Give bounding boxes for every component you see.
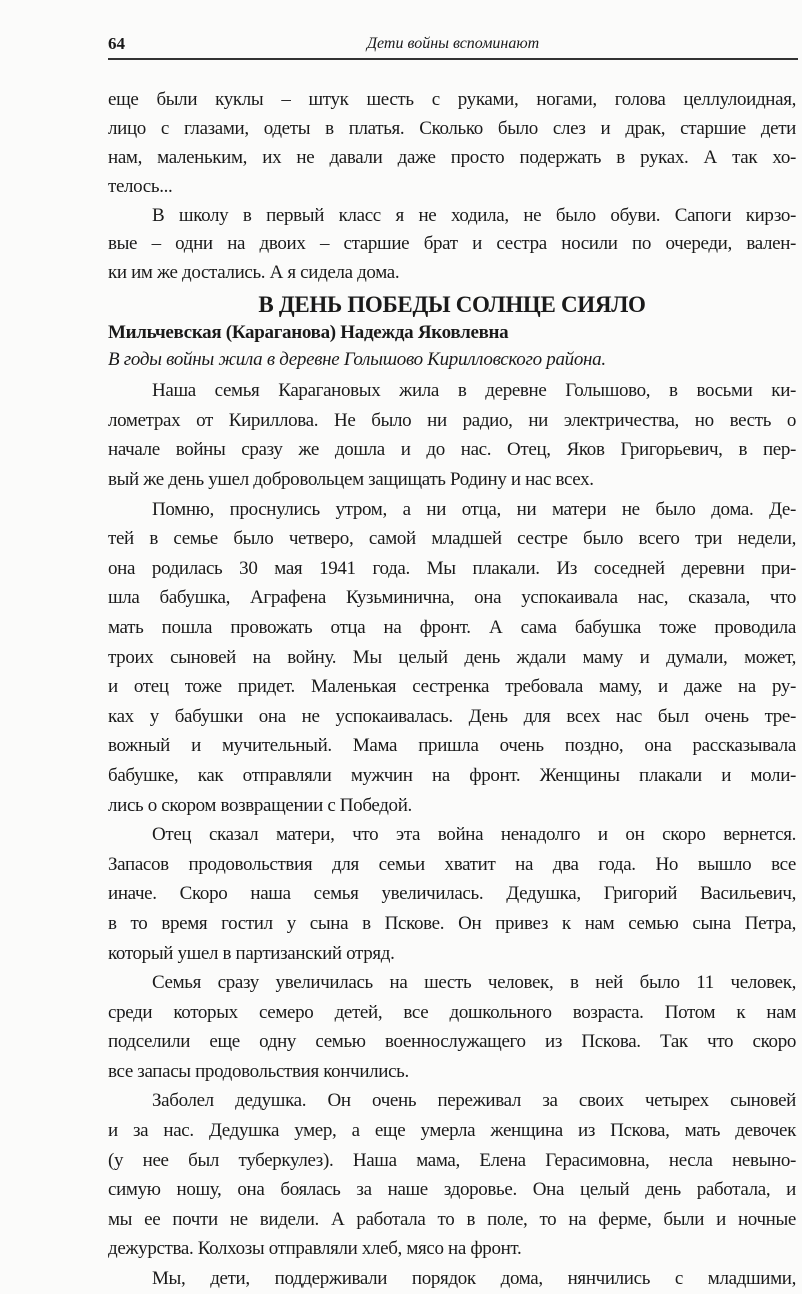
text-line: вые – одни на двоих – старшие брат и сестра носили по очереди, вален-: [108, 233, 796, 255]
text-line: дежурства. Колхозы отправляли хлеб, мясо на фронт.: [108, 1238, 522, 1260]
paragraph: [108, 968, 796, 1086]
paragraph: [108, 202, 796, 289]
text-line: шла бабушка, Аграфена Кузьминична, она успокаивала нас, сказала, что: [108, 587, 796, 609]
text-line: троих сыновей на войну. Мы целый день ждали маму и думали, может,: [108, 646, 796, 668]
text-line: Помню, проснулись утром, а ни отца, ни матери не было дома. Де-: [152, 498, 796, 520]
text-line: Отец сказал матери, что эта война ненадолго и он скоро вернется.: [152, 824, 796, 846]
text-line: В школу в первый класс я не ходила, не было обуви. Сапоги кирзо-: [152, 204, 796, 226]
text-line: симую ношу, она боялась за наше здоровье. Она целый день работала, и: [108, 1179, 796, 1201]
text-line: мы ее почти не видели. А работала то в поле, то на ферме, были и ночные: [108, 1208, 796, 1230]
text-line: и за нас. Дедушка умер, а еще умерла женщина из Пскова, мать девочек: [108, 1120, 796, 1142]
text-line: ки им же достались. А я сидела дома.: [108, 262, 400, 284]
text-line: иначе. Скоро наша семья увеличилась. Дедушка, Григорий Васильевич,: [108, 883, 796, 905]
text-line: вый же день ушел добровольцем защищать Родину и нас всех.: [108, 469, 594, 491]
text-line: все запасы продовольствия кончились.: [108, 1060, 409, 1082]
text-line: который ушел в партизанский отряд.: [108, 942, 395, 964]
page-body: [108, 86, 796, 1294]
text-line: Наша семья Карагановых жила в деревне Голышово, в восьми ки-: [152, 380, 796, 402]
paragraph: [108, 86, 796, 202]
text-line: (у нее был туберкулез). Наша мама, Елена Герасимовна, несла невыно-: [108, 1149, 796, 1171]
text-line: нам, маленьким, их не давали даже просто подержать в руках. А так хо-: [108, 146, 796, 168]
text-line: лись о скором возвращении с Победой.: [108, 794, 412, 816]
text-line: в то время гостил у сына в Пскове. Он привез к нам семью сына Петра,: [108, 912, 796, 934]
text-line: Запасов продовольствия для семьи хватит на два года. Но вышло все: [108, 853, 796, 875]
header-rule: [108, 58, 798, 60]
text-line: Мы, дети, поддерживали порядок дома, нянчились с младшими,: [152, 1268, 796, 1290]
text-line: лицо с глазами, одеты в платья. Сколько было слез и драк, старшие дети: [108, 117, 796, 139]
article-title: В ДЕНЬ ПОБЕДЫ СОЛНЦЕ СИЯЛО: [258, 292, 646, 318]
text-line: среди которых семеро детей, все дошкольного возраста. Потом к нам: [108, 1001, 796, 1023]
page-header: [108, 34, 798, 56]
text-line: вожный и мучительный. Мама пришла очень поздно, она рассказывала: [108, 735, 796, 757]
article-author: Мильчевская (Караганова) Надежда Яковлевна: [108, 322, 509, 344]
text-line: начале войны сразу же дошла и до нас. Отец, Яков Григорьевич, в пер-: [108, 439, 796, 461]
text-line: подселили еще одну семью военнослужащего из Пскова. Так что скоро: [108, 1031, 796, 1053]
text-line: она родилась 30 мая 1941 года. Мы плакали. Из соседней деревни при-: [108, 557, 796, 579]
paragraph: [108, 1264, 796, 1294]
text-line: Семья сразу увеличилась на шесть человек, в ней было 11 человек,: [152, 972, 796, 994]
intro-text: [108, 86, 796, 288]
text-line: бабушке, как отправляли мужчин на фронт. Женщины плакали и моли-: [108, 764, 796, 786]
running-title: Дети войны вспоминают: [366, 35, 540, 52]
text-line: мать пошла провожать отца на фронт. А сама бабушка тоже проводила: [108, 616, 796, 638]
paragraph: [108, 495, 796, 821]
page-number: 64: [108, 34, 125, 53]
text-line: лометрах от Кириллова. Не было ни радио, ни электричества, но весть о: [108, 409, 796, 431]
article-text: [108, 376, 796, 1293]
text-line: и отец тоже придет. Маленькая сестренка требовала маму, и даже на ру-: [108, 676, 796, 698]
text-line: ках у бабушки она не успокаивалась. День для всех нас был очень тре-: [108, 705, 796, 727]
paragraph: [108, 376, 796, 494]
paragraph: [108, 1086, 796, 1264]
paragraph: [108, 820, 796, 968]
text-line: еще были куклы – штук шесть с руками, ногами, голова целлулоидная,: [108, 89, 796, 110]
text-line: тей в семье было четверо, самой младшей сестре было всего три недели,: [108, 528, 796, 550]
text-line: телось...: [108, 175, 173, 197]
article-note: В годы войны жила в деревне Голышово Кирилловского района.: [108, 349, 606, 371]
text-line: Заболел дедушка. Он очень переживал за своих четырех сыновей: [152, 1090, 796, 1112]
